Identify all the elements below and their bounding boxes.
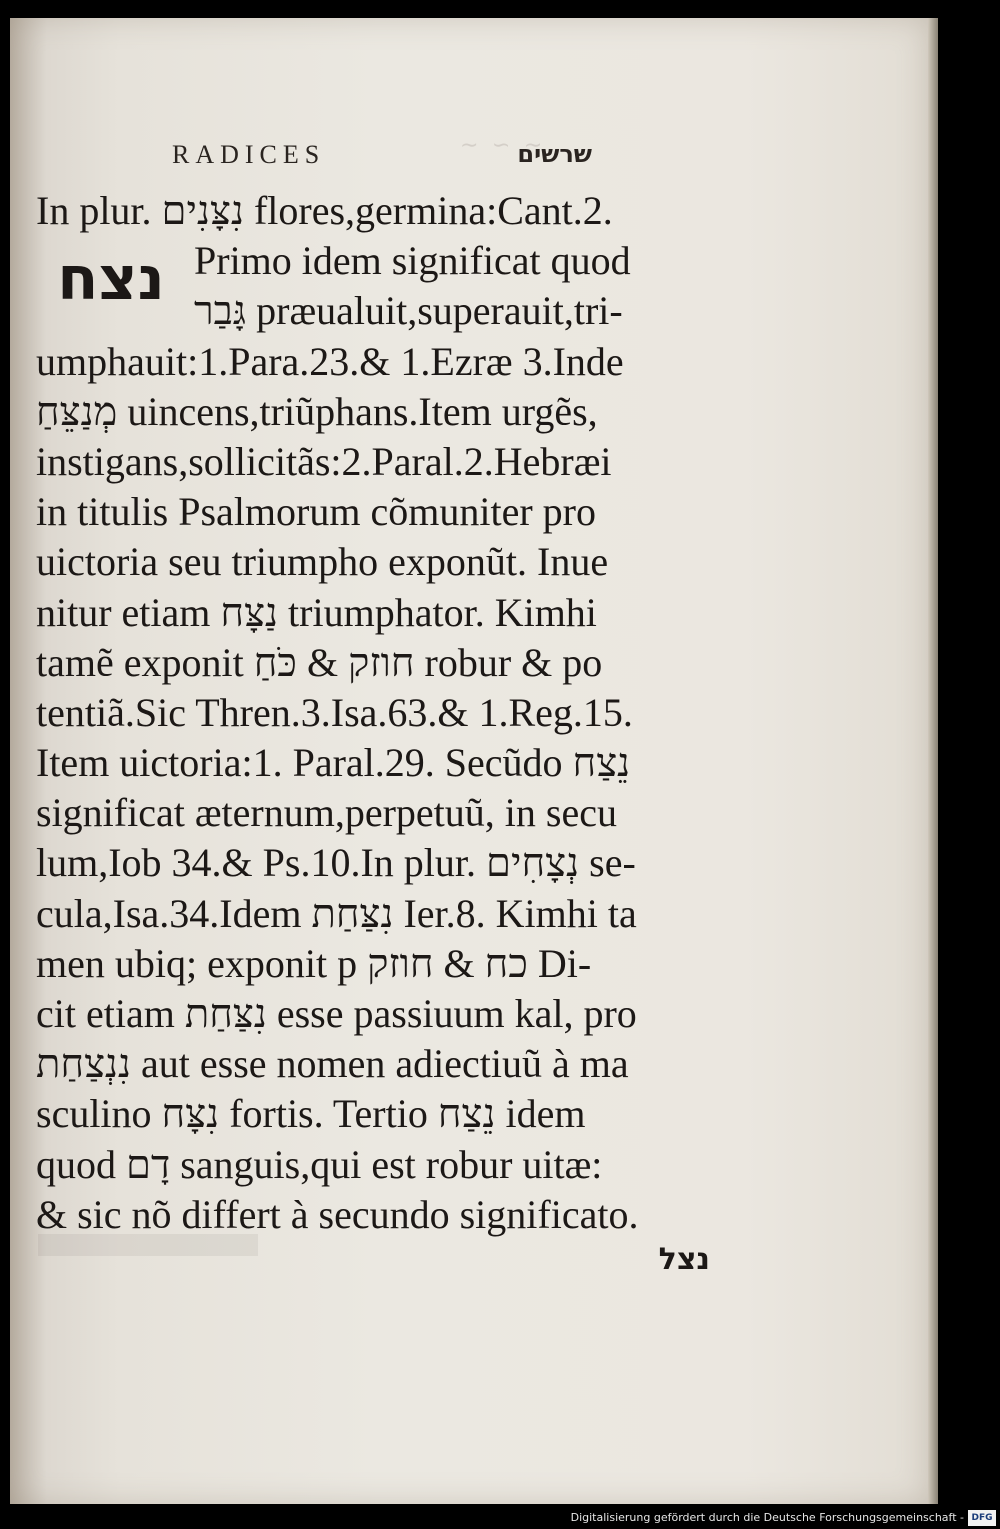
catchword: נצל — [658, 1242, 710, 1277]
text-line: tamẽ exponit חוזק & כֹּחַ robur & po — [36, 639, 603, 685]
text-line: quod דָם sanguis,qui est robur uitæ: — [36, 1141, 603, 1187]
text-line: significat æternum,perpetuũ, in secu — [36, 790, 617, 836]
text-line: Item uictoria:1. Paral.29. Secũdo נֵצַח — [36, 740, 631, 786]
text-line: גָּבַר præualuit,superauit,tri- — [194, 288, 623, 334]
running-head-latin: RADICES — [172, 140, 326, 169]
text-line: uictoria seu triumpho exponũt. Inue — [36, 539, 609, 585]
digitization-credit: Digitalisierung gefördert durch die Deutsche Forschungsgemeinschaft - — [570, 1511, 964, 1524]
text-line: tentiã.Sic Thren.3.Isa.63.& 1.Reg.15. — [36, 689, 633, 735]
body-text — [36, 186, 700, 1240]
text-line: Primo idem significat quod — [194, 238, 631, 284]
dfg-logo-icon: DFG — [968, 1510, 996, 1526]
text-line: מְנַצֵּחַ uincens,triũphans.Item urgẽs, — [36, 388, 598, 434]
text-line: cula,Isa.34.Idem נִצַּחַת Ier.8. Kimhi ta — [36, 890, 637, 936]
text-line: men ubiq; exponit p כח & חוזק Di- — [36, 940, 592, 986]
running-head-hebrew: שרשים — [517, 140, 592, 168]
text-line: instigans,sollicitãs:2.Paral.2.Hebræi — [36, 438, 612, 484]
page-edge — [928, 18, 938, 1504]
text-line: In plur. נִצָּנִים flores,germina:Cant.2. — [36, 188, 613, 233]
hebrew-initial-word: נצח — [57, 244, 165, 314]
text-line: umphauit:1.Para.23.& 1.Ezræ 3.Inde — [36, 338, 624, 384]
show-through-text: ∼ ∽ ∼ — [460, 132, 547, 157]
text-line: cit etiam נִצַּחַת esse passiuum kal, pro — [36, 991, 637, 1036]
text-line: in titulis Psalmorum cõmuniter pro — [36, 489, 596, 535]
text-line: nitur etiam נַצָּח triumphator. Kimhi — [36, 589, 597, 635]
text-line: lum,Iob 34.& Ps.10.In plur. נְצָחִים se- — [36, 840, 636, 886]
running-header — [172, 140, 702, 176]
text-line: sculino נִצָּח fortis. Tertio נֵצַח idem — [36, 1091, 586, 1137]
text-line: & sic nõ differt à secundo significato. — [36, 1191, 639, 1237]
text-line: נִנְצַחַת aut esse nomen adiectiuũ à ma — [36, 1041, 629, 1087]
